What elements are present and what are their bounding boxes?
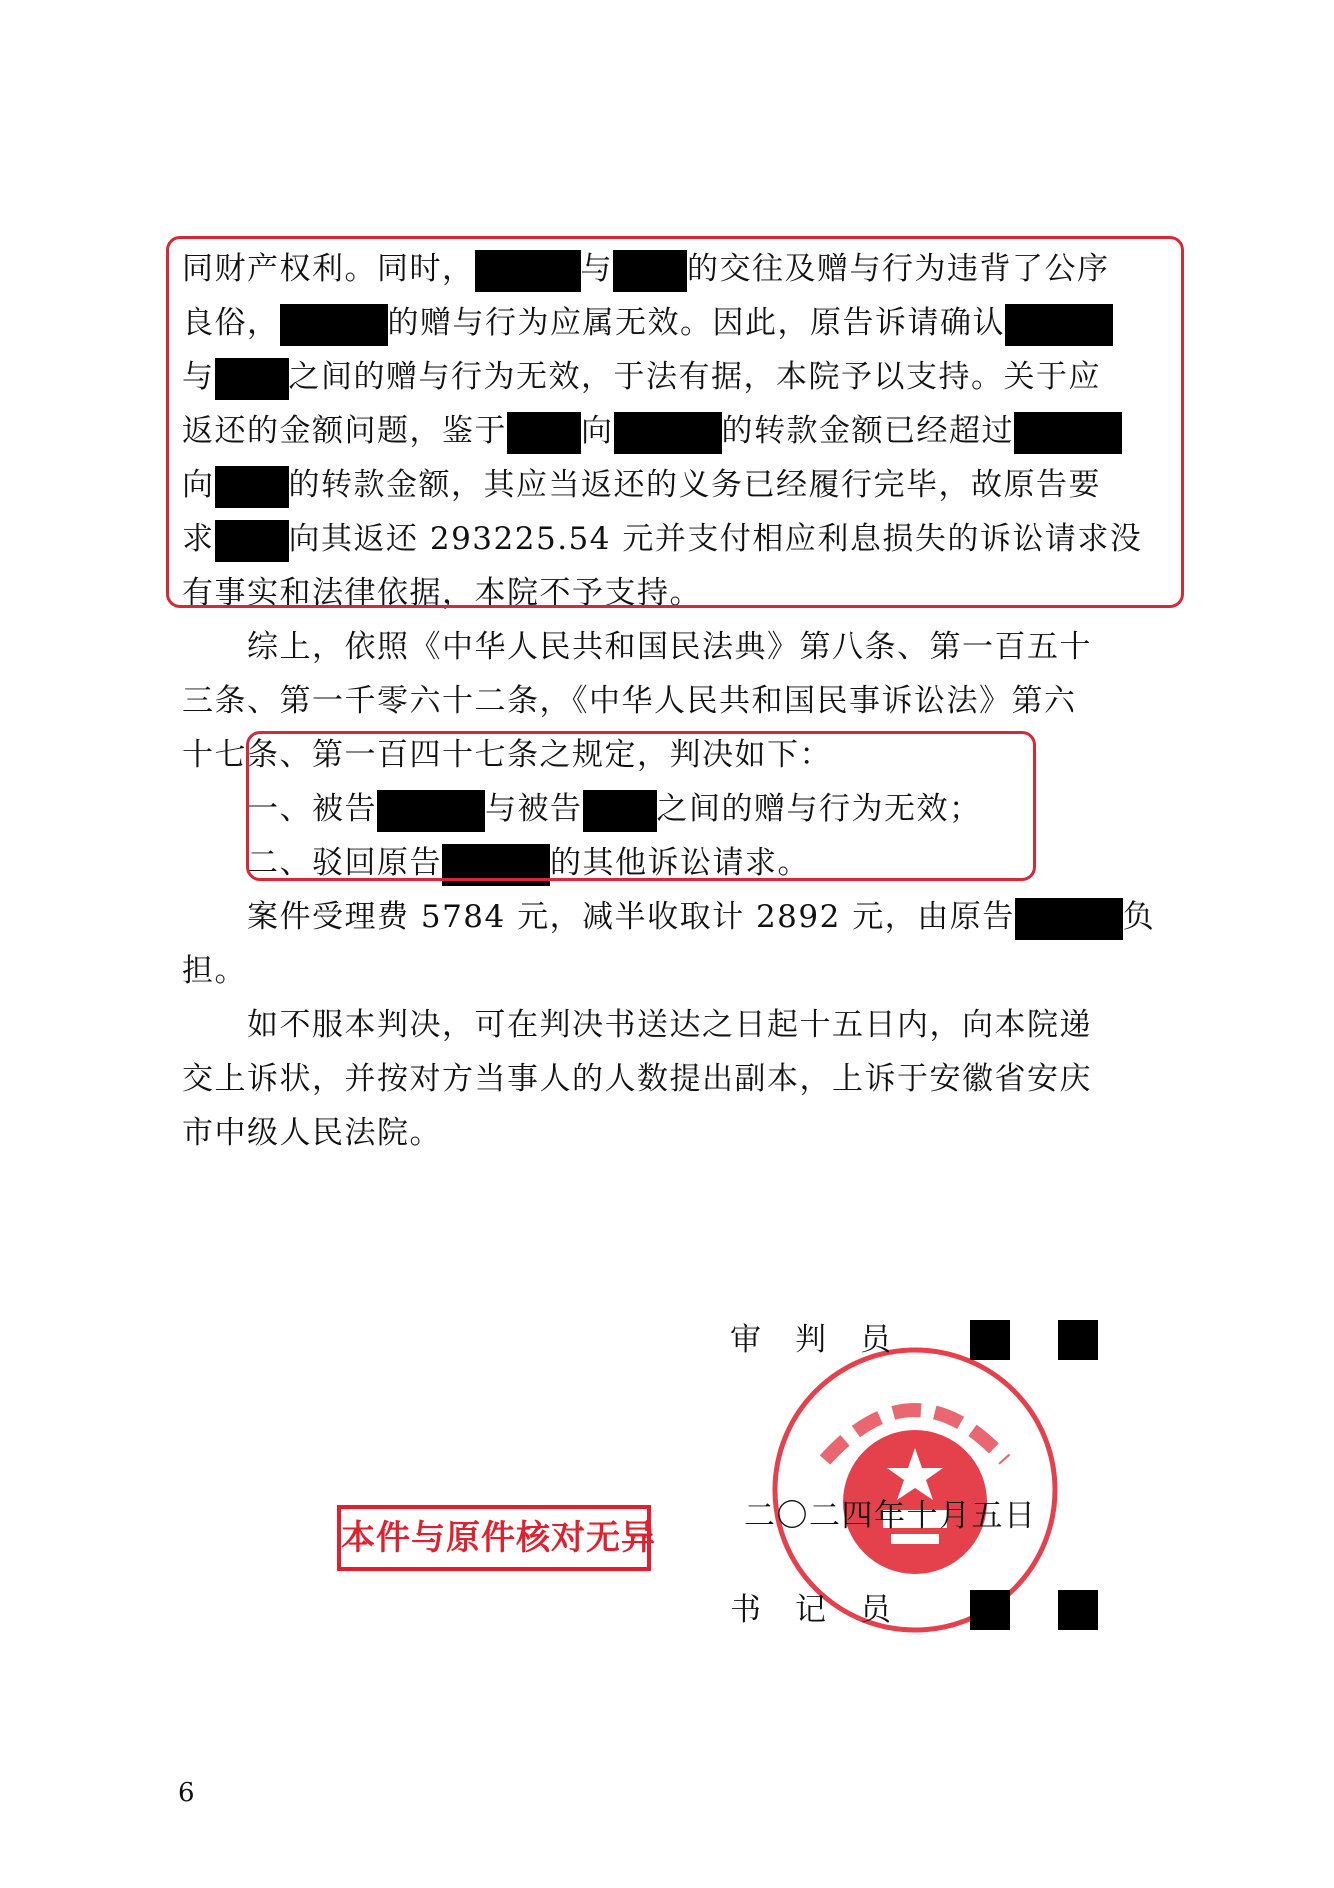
text-segment: 之间的赠与行为无效，于法有据，本院予以支持。关于应 xyxy=(288,359,1101,395)
text-segment: 如不服本判决，可在判决书送达之日起十五日内，向本院递 xyxy=(182,1007,1092,1043)
text-line xyxy=(182,1055,1168,1103)
text-segment: 担。 xyxy=(182,953,247,989)
text-line xyxy=(182,947,1168,995)
text-segment: 综上，依照《中华人民共和国民法典》第八条、第一百五十 xyxy=(182,629,1092,665)
text-segment: 的转款金额，其应当返还的义务已经履行完毕，故原告要 xyxy=(288,467,1101,503)
text-segment: 良俗， xyxy=(182,305,280,341)
text-line xyxy=(182,1109,1168,1157)
text-segment: 与 xyxy=(580,251,613,287)
text-segment: 向 xyxy=(581,413,614,449)
text-segment: 返还的金额问题，鉴于 xyxy=(182,413,507,449)
redaction-square xyxy=(970,1320,1010,1360)
text-segment: 的转款金额已经超过 xyxy=(721,413,1014,449)
text-segment: 负 xyxy=(1122,899,1156,935)
judge-label: 审 判 员 xyxy=(730,1322,893,1358)
text-segment: 的交往及赠与行为违背了公序 xyxy=(687,251,1110,287)
text-segment: 与 xyxy=(182,359,215,395)
text-segment: 的赠与行为应属无效。因此，原告诉请确认 xyxy=(387,305,1005,341)
text-segment: 一、被告 xyxy=(182,791,377,827)
text-segment: 十七条、第一百四十七条之规定，判决如下： xyxy=(182,737,832,773)
text-segment: 二、驳回原告 xyxy=(182,845,442,881)
text-segment: 之间的赠与行为无效； xyxy=(656,791,982,827)
text-line xyxy=(182,677,1168,725)
clerk-label: 书 记 员 xyxy=(730,1592,893,1628)
highlight-box-paragraph xyxy=(166,236,1184,608)
redaction-square xyxy=(1058,1590,1098,1630)
redaction-bar xyxy=(1015,898,1123,940)
text-segment: 同财产权利。同时， xyxy=(182,251,475,287)
page-number: 6 xyxy=(178,1778,195,1808)
highlight-box-judgment xyxy=(246,731,1036,881)
redaction-square xyxy=(970,1590,1010,1630)
judgment-date: 二〇二四年十月五日 xyxy=(744,1498,1037,1534)
text-segment: 向 xyxy=(182,467,215,503)
text-segment: 求 xyxy=(182,521,215,557)
text-line xyxy=(182,893,1168,941)
text-segment: 有事实和法律依据，本院不予支持。 xyxy=(182,575,702,611)
text-line xyxy=(182,623,1168,671)
redaction-square xyxy=(1058,1320,1098,1360)
text-segment: 市中级人民法院。 xyxy=(182,1115,442,1151)
text-segment: 与被告 xyxy=(485,791,583,827)
verification-stamp: 本件与原件核对无异 xyxy=(337,1505,651,1571)
text-segment: 三条、第一千零六十二条，《中华人民共和国民事诉讼法》第六 xyxy=(182,683,1077,719)
text-segment: 案件受理费 5784 元，减半收取计 2892 元，由原告 xyxy=(182,899,1015,935)
text-segment: 的其他诉讼请求。 xyxy=(550,845,810,881)
text-segment: 向其返还 293225.54 元并支付相应利息损失的诉讼请求没 xyxy=(288,521,1143,557)
text-line xyxy=(182,1001,1168,1049)
text-segment: 交上诉状，并按对方当事人的人数提出副本，上诉于安徽省安庆 xyxy=(182,1061,1092,1097)
